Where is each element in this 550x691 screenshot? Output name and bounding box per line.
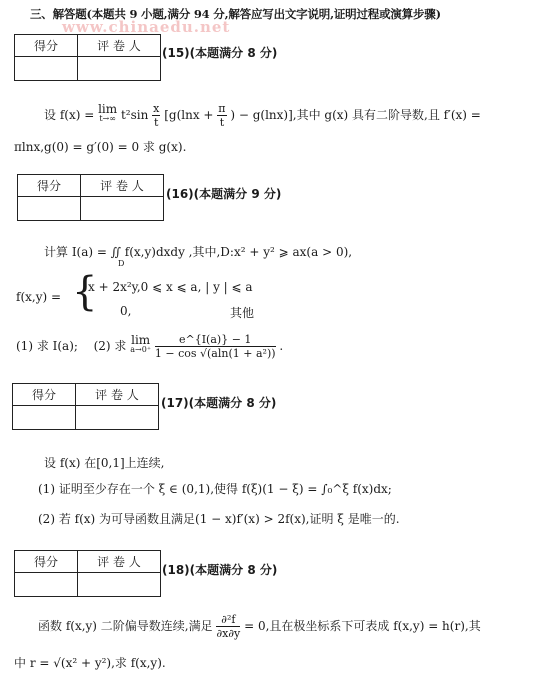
lim-sub: t→∞ xyxy=(99,114,116,123)
q15-line1 xyxy=(44,103,481,128)
q15-text-a: 设 f(x) = xyxy=(44,108,99,122)
score-cell[interactable] xyxy=(13,406,76,430)
grader-cell[interactable] xyxy=(78,573,161,597)
q15-text-b: t²sin xyxy=(120,108,149,122)
q16-frac xyxy=(155,334,276,359)
frac-num: e^{I(a)} − 1 xyxy=(155,334,276,347)
frac-den: ∂x∂y xyxy=(216,627,241,640)
grade-box-18 xyxy=(14,550,161,597)
grader-header: 评 卷 人 xyxy=(76,384,159,406)
q18-text-b: = 0,且在极坐标系下可表成 f(x,y) = h(r),其 xyxy=(244,619,481,633)
grade-box-16 xyxy=(17,174,164,221)
q18-text-a: 函数 f(x,y) 二阶偏导数连续,满足 xyxy=(38,619,213,633)
grader-header: 评 卷 人 xyxy=(81,175,164,197)
q16-part-row xyxy=(16,334,283,359)
q15-text-c: [g(lnx + xyxy=(164,108,214,122)
q16-fxy: f(x,y) = xyxy=(16,290,62,304)
score-cell[interactable] xyxy=(18,197,81,221)
q16-case1: x + 2x²y,0 ⩽ x ⩽ a, | y | ⩽ a xyxy=(88,280,253,294)
lim-word: lim xyxy=(98,102,118,116)
watermark: www.chinaedu.net xyxy=(62,18,231,36)
q17-line1: 设 f(x) 在[0,1]上连续, xyxy=(44,456,165,470)
lim-word: lim xyxy=(131,333,151,347)
q16-part1: (1) 求 I(a); xyxy=(16,339,78,353)
q15-frac2 xyxy=(217,103,226,128)
q16-part2: (2) 求 xyxy=(93,339,127,353)
q15-limit xyxy=(98,103,117,123)
score-header: 得分 xyxy=(18,175,81,197)
q15-text-d: ) − g(lnx)],其中 g(x) 具有二阶导数,且 f′(x) = xyxy=(230,108,481,122)
q16-line1: 计算 I(a) = ∬ f(x,y)dxdy ,其中,D:x² + y² ⩾ ax(a > 0), xyxy=(44,245,353,259)
q15-frac1 xyxy=(152,103,160,128)
section-header: 三、解答题(本题共 9 小题,满分 94 分,解答应写出文字说明,证明过程或演算步骤) xyxy=(30,7,441,21)
piecewise-brace: { xyxy=(72,269,98,315)
q16-case2-val: 0, xyxy=(120,304,132,318)
grade-box-17 xyxy=(12,383,159,430)
q16-period: . xyxy=(279,339,284,353)
grader-cell[interactable] xyxy=(81,197,164,221)
q15-label: (15)(本题满分 8 分) xyxy=(162,46,278,60)
q16-int-sub: D xyxy=(118,259,125,268)
score-header: 得分 xyxy=(15,551,78,573)
q17-label: (17)(本题满分 8 分) xyxy=(161,396,277,410)
frac-num: π xyxy=(218,102,226,115)
q18-label: (18)(本题满分 8 分) xyxy=(162,563,278,577)
score-header: 得分 xyxy=(13,384,76,406)
frac-den: 1 − cos √(aln(1 + a²)) xyxy=(154,347,276,360)
q18-line1 xyxy=(38,614,481,639)
q16-case2-cond: 其他 xyxy=(230,306,255,320)
q16-limit xyxy=(130,334,151,354)
frac-num: ∂²f xyxy=(216,614,240,627)
score-cell[interactable] xyxy=(15,57,78,81)
q18-line2: 中 r = √(x² + y²),求 f(x,y). xyxy=(14,656,166,670)
q18-frac xyxy=(216,614,240,639)
grade-box-15 xyxy=(14,34,161,81)
q15-line2: πlnx,g(0) = g′(0) = 0 求 g(x). xyxy=(14,140,187,154)
grader-cell[interactable] xyxy=(76,406,159,430)
frac-den: t xyxy=(219,116,225,129)
score-header: 得分 xyxy=(15,35,78,57)
score-cell[interactable] xyxy=(15,573,78,597)
q17-part1: (1) 证明至少存在一个 ξ ∈ (0,1),使得 f(ξ)(1 − ξ) = ∫₀^ξ f(x)dx; xyxy=(38,482,392,496)
grader-header: 评 卷 人 xyxy=(78,551,161,573)
q17-part2: (2) 若 f(x) 为可导函数且满足(1 − x)f′(x) > 2f(x),证明 ξ 是唯一的. xyxy=(38,512,400,526)
frac-den: t xyxy=(154,116,159,129)
lim-sub: a→0⁺ xyxy=(130,345,152,354)
q16-label: (16)(本题满分 9 分) xyxy=(166,187,282,201)
frac-num: x xyxy=(153,102,160,115)
grader-cell[interactable] xyxy=(78,57,161,81)
grader-header: 评 卷 人 xyxy=(78,35,161,57)
